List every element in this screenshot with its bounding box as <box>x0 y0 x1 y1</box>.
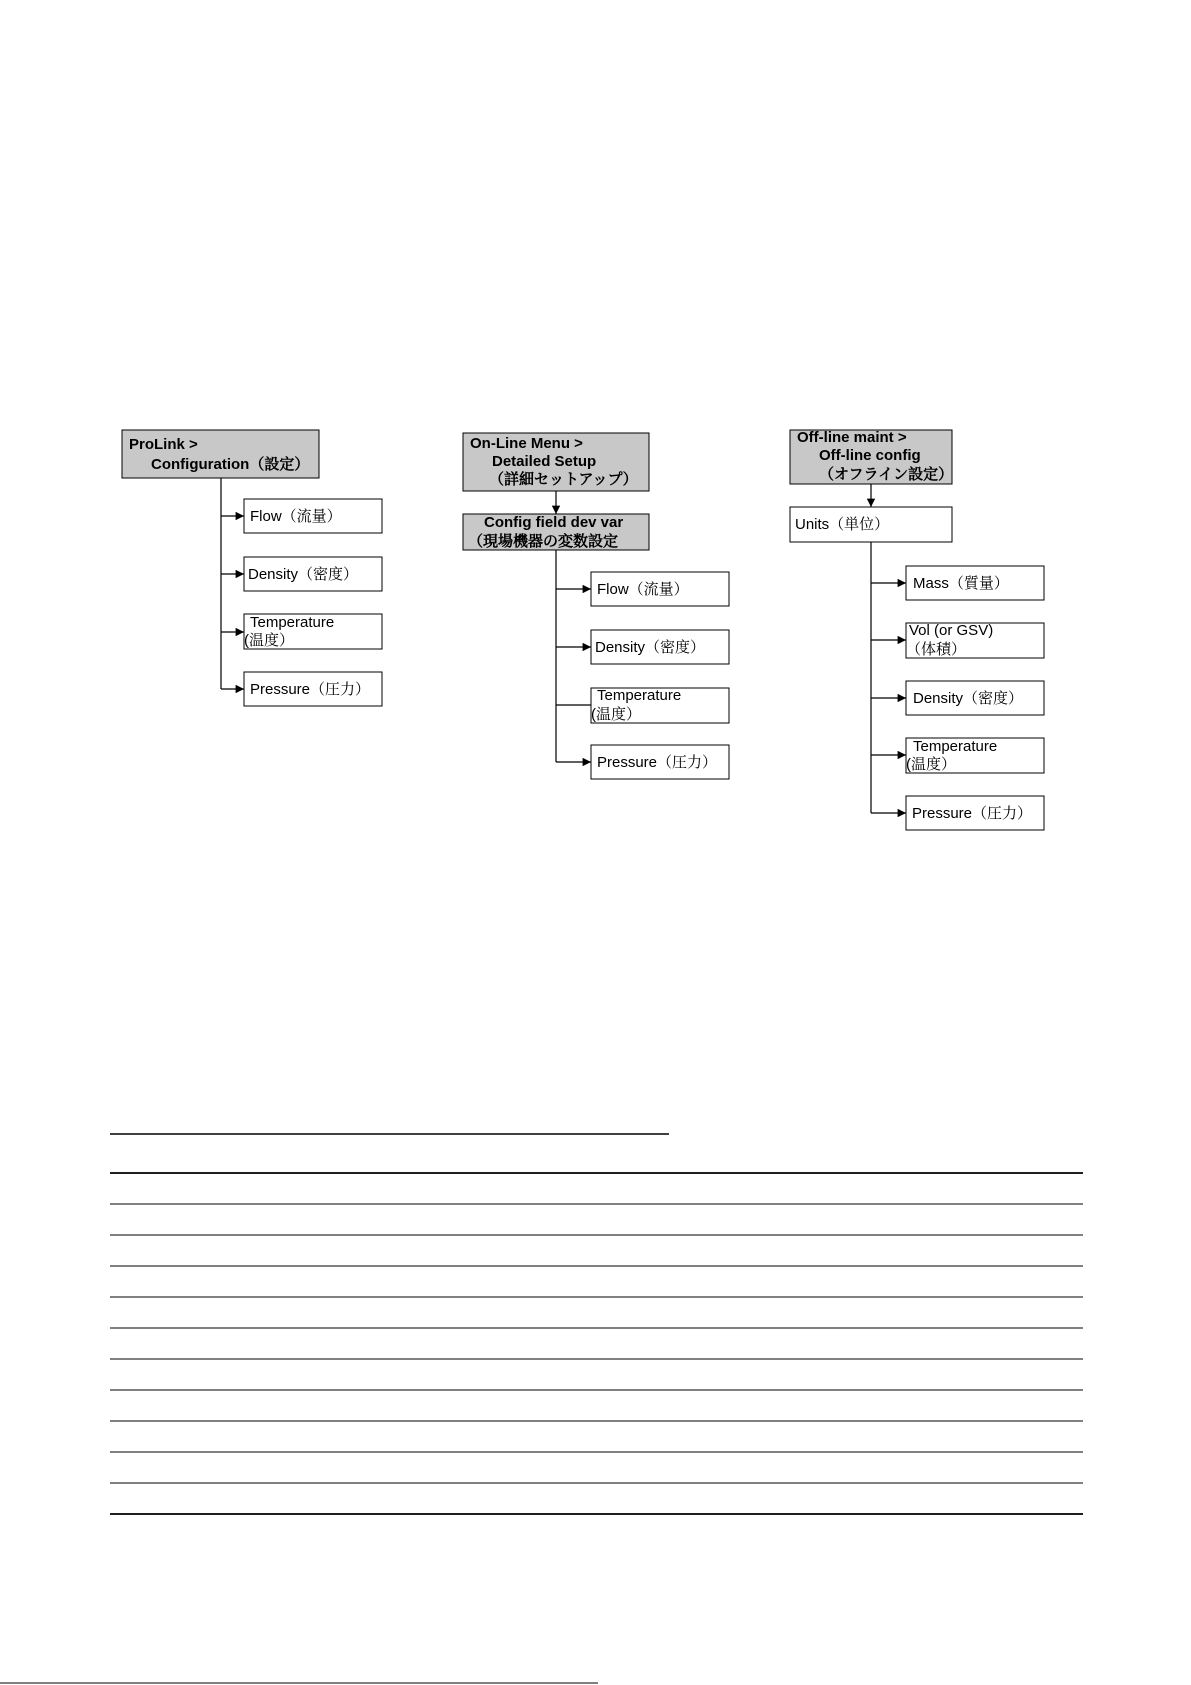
online-item-pressure-label: Pressure（圧力） <box>597 754 718 771</box>
offline-header-line3: （オフライン設定） <box>819 466 954 483</box>
online-item-flow <box>591 572 729 606</box>
prolink-item-temperature-sublabel: (温度） <box>244 632 294 649</box>
online-item-pressure <box>591 745 729 779</box>
offline-item-mass <box>906 566 1044 600</box>
offline-item-mass-label: Mass（質量） <box>913 575 1009 592</box>
offline-item-vol-label: Vol (or GSV) <box>909 622 994 639</box>
offline-sub-line1: Units（単位） <box>795 516 890 533</box>
online-item-temperature-sublabel: (温度） <box>591 706 641 723</box>
prolink-connectors <box>221 478 244 689</box>
online-item-flow-label: Flow（流量） <box>597 581 689 598</box>
prolink-item-pressure <box>244 672 382 706</box>
prolink-tree <box>122 430 382 706</box>
prolink-header-line1: ProLink > <box>129 436 198 453</box>
online-tree <box>463 433 729 779</box>
online-item-temperature <box>591 687 729 723</box>
online-header-line1: On-Line Menu > <box>470 435 583 452</box>
online-header-line2: Detailed Setup <box>492 453 597 470</box>
prolink-item-flow <box>244 499 382 533</box>
online-header-line3: （詳細セットアップ） <box>489 471 638 488</box>
offline-item-temperature-label: Temperature <box>913 738 998 755</box>
online-connectors <box>556 550 591 762</box>
online-item-density-label: Density（密度） <box>595 639 706 656</box>
offline-header-line2: Off-line config <box>819 447 921 464</box>
offline-item-temperature <box>906 738 1044 773</box>
online-item-temperature-label: Temperature <box>597 687 682 704</box>
online-sub-line1: Config field dev var <box>484 514 624 531</box>
offline-item-pressure <box>906 796 1044 830</box>
offline-item-vol <box>906 622 1044 658</box>
empty-table <box>110 1134 1083 1514</box>
offline-item-temperature-sublabel: (温度） <box>906 756 956 773</box>
prolink-header-box <box>122 430 319 478</box>
offline-sub-box <box>790 507 952 542</box>
offline-item-vol-sublabel: （体積） <box>906 641 967 658</box>
prolink-item-temperature <box>244 614 382 649</box>
prolink-item-flow-label: Flow（流量） <box>250 508 342 525</box>
online-item-density <box>591 630 729 664</box>
prolink-item-density <box>244 557 382 591</box>
online-header-box <box>463 433 649 491</box>
online-sub-line2: （現場機器の変数設定 <box>468 533 619 550</box>
prolink-item-density-label: Density（密度） <box>248 566 359 583</box>
offline-item-pressure-label: Pressure（圧力） <box>912 805 1033 822</box>
offline-header-line1: Off-line maint > <box>797 429 907 446</box>
offline-item-density <box>906 681 1044 715</box>
offline-item-density-label: Density（密度） <box>913 690 1024 707</box>
online-sub-box <box>463 514 649 550</box>
prolink-item-temperature-label: Temperature <box>250 614 335 631</box>
offline-header-box <box>790 429 953 484</box>
prolink-item-pressure-label: Pressure（圧力） <box>250 681 371 698</box>
offline-tree <box>790 429 1044 830</box>
prolink-header-line2: Configuration（設定） <box>151 456 310 473</box>
offline-connectors <box>871 542 906 813</box>
